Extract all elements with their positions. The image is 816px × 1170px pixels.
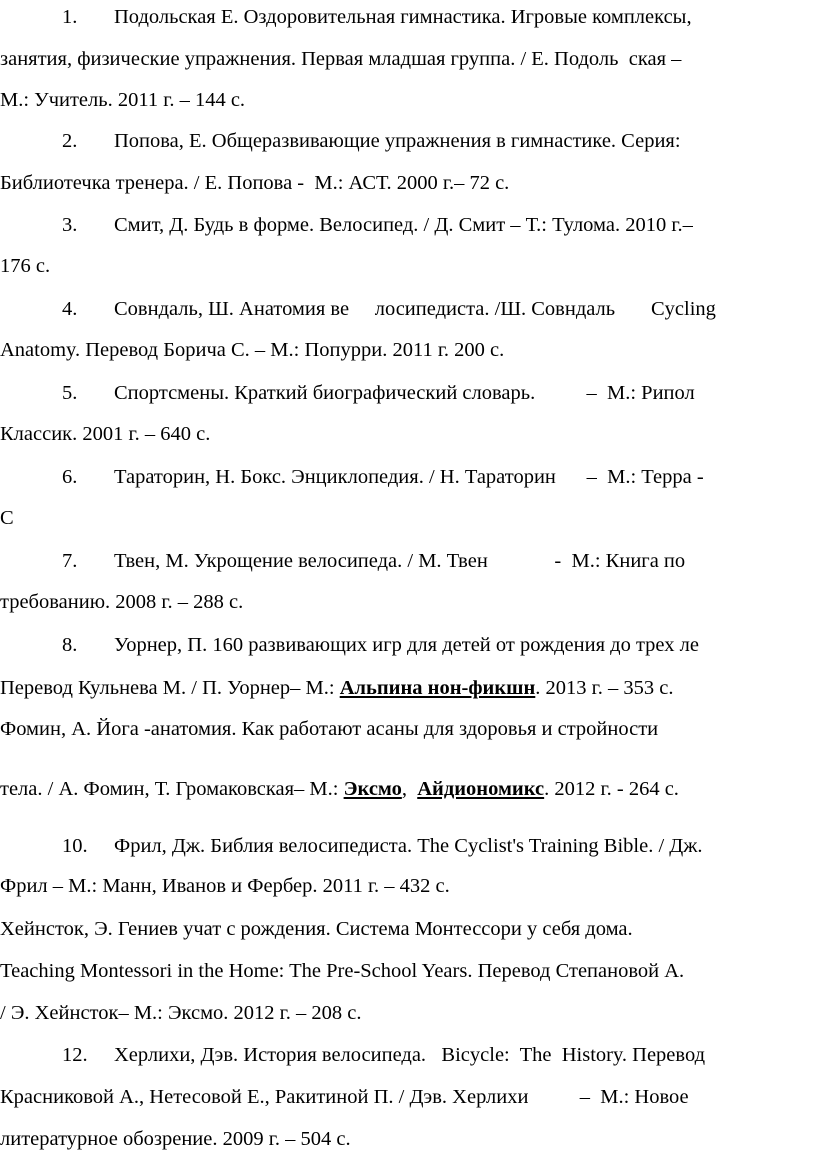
entry-number: 1.: [62, 6, 78, 28]
entry-number: 4.: [62, 298, 78, 320]
publisher-link: Эксмо: [343, 778, 402, 800]
entry-text-line: [0, 676, 674, 700]
entry-text-line: Фрил, Дж. Библия велосипедиста. The Cyclist's Training Bible. / Дж.: [114, 835, 703, 857]
entry-number: 2.: [62, 130, 78, 152]
publisher-link: Альпина нон-фикшн: [339, 677, 536, 699]
entry-text-segment: . 2012 г. - 264 с.: [544, 778, 679, 800]
entry-text-line: Фрил – М.: Манн, Иванов и Фербер. 2011 г. – 432 с.: [0, 875, 450, 897]
entry-number: 12.: [62, 1044, 88, 1066]
entry-number: 10.: [62, 835, 88, 857]
entry-text-line: Попова, Е. Общеразвивающие упражнения в гимнастике. Серия:: [114, 130, 681, 152]
entry-text-line: Спортсмены. Краткий биографический словарь. – М.: Рипол: [114, 382, 695, 404]
entry-text-line: [0, 777, 679, 801]
entry-number: 5.: [62, 382, 78, 404]
entry-text-line: Уорнер, П. 160 развивающих игр для детей от рождения до трех ле: [114, 634, 699, 656]
entry-number: 6.: [62, 466, 78, 488]
entry-number: 7.: [62, 550, 78, 572]
entry-text-line: Совндаль, Ш. Анатомия ве лосипедиста. /Ш. Совндаль Cycling: [114, 298, 716, 320]
entry-text-line: занятия, физические упражнения. Первая младшая группа. / Е. Подоль ская –: [0, 48, 682, 70]
entry-text-segment: ,: [401, 778, 418, 800]
entry-text-line: Классик. 2001 г. – 640 с.: [0, 423, 211, 445]
entry-number: 3.: [62, 214, 78, 236]
entry-text-line: Твен, М. Укрощение велосипеда. / М. Твен - М.: Книга по: [114, 550, 686, 572]
entry-text-line: Библиотечка тренера. / Е. Попова - М.: АСТ. 2000 г.– 72 с.: [0, 172, 510, 194]
entry-text-segment: Перевод Кульнева М. / П. Уорнер– М.:: [0, 677, 340, 699]
entry-text-line: М.: Учитель. 2011 г. – 144 с.: [0, 89, 246, 111]
entry-text-line: Красниковой А., Нетесовой Е., Ракитиной П. / Дэв. Херлихи – М.: Новое: [0, 1086, 689, 1108]
entry-text-line: Teaching Montessori in the Home: The Pre-School Years. Перевод Степановой А.: [0, 960, 685, 982]
entry-text-line: Anatomy. Перевод Борича С. – М.: Попурри. 2011 г. 200 с.: [0, 339, 505, 361]
entry-text-line: Фомин, А. Йога -анатомия. Как работают асаны для здоровья и стройности: [0, 718, 659, 740]
publisher-link: Айдиономикс: [417, 778, 545, 800]
entry-text-line: Херлихи, Дэв. История велосипеда. Bicycle: The History. Перевод: [114, 1044, 706, 1066]
entry-text-line: Смит, Д. Будь в форме. Велосипед. / Д. Смит – Т.: Тулома. 2010 г.–: [114, 214, 693, 236]
entry-text-segment: . 2013 г. – 353 с.: [535, 677, 674, 699]
entry-text-line: Подольская Е. Оздоровительная гимнастика. Игровые комплексы,: [114, 6, 692, 28]
entry-text-segment: тела. / А. Фомин, Т. Громаковская– М.:: [0, 778, 344, 800]
entry-text-line: литературное обозрение. 2009 г. – 504 с.: [0, 1128, 351, 1150]
entry-text-line: С: [0, 507, 14, 529]
entry-text-line: Хейнсток, Э. Гениев учат с рождения. Система Монтессори у себя дома.: [0, 918, 633, 940]
entry-text-line: Тараторин, Н. Бокс. Энциклопедия. / Н. Тараторин – М.: Терра -: [114, 466, 704, 488]
entry-text-line: / Э. Хейнсток– М.: Эксмо. 2012 г. – 208 с.: [0, 1002, 362, 1024]
entry-text-line: 176 с.: [0, 255, 51, 277]
entry-number: 8.: [62, 634, 78, 656]
entry-text-line: требованию. 2008 г. – 288 с.: [0, 591, 244, 613]
